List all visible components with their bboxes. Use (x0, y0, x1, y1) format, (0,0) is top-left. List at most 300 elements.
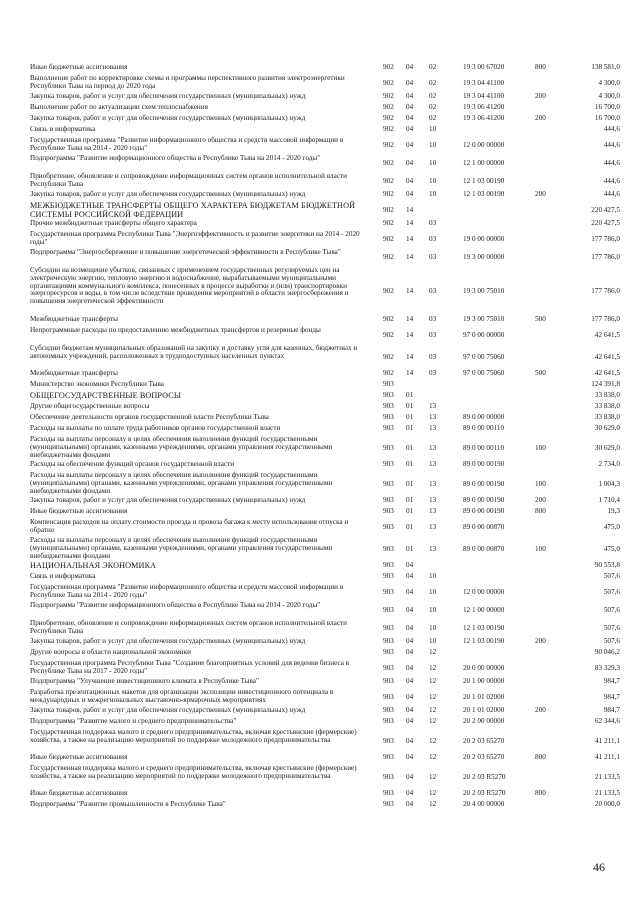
cell-min: 902 (383, 141, 394, 150)
cell-vr: 100 (535, 544, 546, 553)
row-description: Разработка презентационных макетов для организации экспозиции инвестиционного потенциала в международных и межрегиональных выставочно-ярмарочных мероприятиях (30, 688, 334, 704)
cell-vr: 800 (535, 753, 546, 761)
cell-pr: 03 (429, 331, 437, 340)
cell-pr: 10 (429, 125, 437, 133)
row-description: Субсидии на возмещение убытков, связанных с применением государственных регулируемых цен на электрическую энергию, тепловую энергию и водоснабжение, вырабатываемыми муниципальными организациями коммунального комплекса, понесенных в процессе выработки и (или) транспортировки энергоресурсов и воды, в том числе вследствие проведения мероприятий в области энергосбережения и повышения энергетической эффективности (30, 266, 349, 306)
cell-min: 903 (383, 664, 394, 673)
row-description: Связь и информатика (30, 572, 96, 580)
row-description: Государственная программа Республики Тыва "Создание благоприятных условий для ведения бизнеса в Республике Тыва на 2017 - 2020 годы" (30, 659, 350, 675)
cell-rz: 04 (406, 79, 414, 88)
cell-rz: 01 (406, 479, 414, 488)
row-description: Иные бюджетные ассигнования (30, 753, 128, 761)
cell-rz: 04 (406, 561, 414, 569)
cell-csr: 19 3 06 41200 (463, 103, 505, 111)
cell-sum: 90 553,8 (594, 561, 620, 569)
cell-min: 903 (383, 424, 394, 432)
cell-pr: 02 (429, 63, 437, 71)
row-description: Расходы на выплаты по оплате труда работников органов государственной власти (30, 424, 281, 432)
row-description: Подпрограмма "Улучшение инвестиционного климата в Республике Тыва" (30, 677, 259, 685)
cell-csr: 19 3 00 75010 (463, 286, 505, 295)
cell-sum: 220 427,5 (591, 206, 620, 215)
cell-sum: 41 211,1 (595, 736, 620, 745)
cell-pr: 13 (429, 460, 437, 468)
cell-csr: 89 0 00 00190 (463, 460, 505, 468)
row-description: Государственная программа Республики Тыва "Энергоэффективность и развитие энергетики на 2014 - 2020 годы" (30, 230, 360, 246)
cell-csr: 19 3 00 75010 (463, 315, 505, 323)
cell-min: 903 (383, 624, 394, 633)
table-row (30, 137, 630, 155)
cell-pr: 02 (429, 92, 437, 100)
table-row (30, 249, 630, 267)
cell-csr: 89 0 00 00190 (463, 479, 505, 488)
cell-vr: 100 (535, 479, 546, 488)
cell-min: 902 (383, 190, 394, 198)
cell-min: 902 (383, 235, 394, 244)
cell-pr: 13 (429, 523, 437, 532)
cell-rz: 04 (406, 648, 414, 656)
table-row (30, 660, 630, 678)
table-row (30, 327, 630, 345)
cell-min: 903 (383, 717, 394, 725)
cell-rz: 01 (406, 496, 414, 504)
cell-min: 903 (383, 561, 394, 569)
cell-rz: 04 (406, 177, 414, 186)
cell-pr: 10 (429, 588, 437, 597)
cell-pr: 12 (429, 664, 437, 673)
cell-sum: 507,6 (603, 624, 620, 633)
cell-pr: 02 (429, 79, 437, 88)
row-description: Другие общегосударственные вопросы (30, 402, 150, 410)
cell-sum: 984,7 (603, 706, 620, 714)
row-description: Компенсация расходов на оплату стоимости проезда и провоза багажа к месту использования отпуска и обратно (30, 518, 349, 534)
row-description: Иные бюджетные ассигнования (30, 789, 128, 797)
cell-sum: 4 300,0 (598, 79, 620, 88)
cell-min: 902 (383, 369, 394, 377)
cell-rz: 04 (406, 789, 414, 797)
cell-rz: 04 (406, 677, 414, 685)
cell-pr: 13 (429, 402, 437, 410)
cell-pr: 03 (429, 352, 437, 361)
cell-csr: 12 1 03 00190 (463, 624, 505, 633)
table-row (30, 202, 630, 220)
cell-sum: 984,7 (603, 677, 620, 685)
cell-sum: 21 133,5 (594, 789, 620, 797)
cell-min: 902 (383, 79, 394, 88)
row-description: Закупка товаров, работ и услуг для обеспечения государственных (муниципальных) нужд (30, 114, 306, 122)
cell-rz: 04 (406, 114, 414, 122)
cell-pr: 12 (429, 736, 437, 745)
cell-vr: 100 (535, 443, 546, 452)
cell-sum: 984,7 (603, 693, 620, 702)
row-description: Связь и информатика (30, 125, 96, 133)
cell-vr: 200 (535, 637, 546, 645)
cell-pr: 13 (429, 413, 437, 421)
cell-csr: 97 0 00 75060 (463, 352, 505, 361)
cell-min: 903 (383, 693, 394, 702)
row-description: Субсидии бюджетам муниципальных образований на закупку и доставку угля для казенных, бюджетных и автономных учреждений, расположенных в труднодоступных населенных пунктах (30, 344, 358, 360)
cell-rz: 14 (406, 315, 414, 323)
cell-csr: 89 0 00 00190 (463, 496, 505, 504)
row-description: Министерство экономики Республики Тыва (30, 380, 164, 388)
cell-min: 903 (383, 443, 394, 452)
cell-sum: 33 838,0 (594, 413, 620, 421)
cell-vr: 200 (535, 706, 546, 714)
cell-min: 903 (383, 789, 394, 797)
cell-min: 902 (383, 331, 394, 340)
cell-sum: 1 710,4 (598, 496, 620, 504)
cell-pr: 03 (429, 219, 437, 227)
cell-rz: 04 (406, 717, 414, 725)
table-row (30, 155, 630, 173)
cell-sum: 33 838,0 (594, 391, 620, 399)
cell-pr: 12 (429, 753, 437, 761)
cell-rz: 01 (406, 402, 414, 410)
cell-rz: 04 (406, 753, 414, 761)
row-description: Подпрограмма "Развитие информационного общества в Республике Тыва на 2014 - 2020 годы" (30, 601, 321, 609)
cell-min: 902 (383, 315, 394, 323)
cell-csr: 20 4 00 00000 (463, 800, 505, 808)
cell-rz: 01 (406, 391, 414, 399)
cell-rz: 04 (406, 606, 414, 615)
cell-min: 903 (383, 800, 394, 808)
row-description: Расходы на выплаты персоналу в целях обеспечения выполнения функций государственными (муниципальными) органами, казенными учреждениями, органами управления государственными внебюджетными фондами (30, 471, 333, 495)
cell-rz: 04 (406, 63, 414, 71)
cell-sum: 177 786,0 (591, 235, 620, 244)
table-row (30, 173, 630, 191)
row-description: Приобретение, обновление и сопровождение информационных систем органов исполнительной власти Республики Тыва (30, 619, 348, 635)
cell-min: 903 (383, 507, 394, 515)
cell-sum: 475,0 (603, 544, 620, 553)
cell-min: 902 (383, 103, 394, 111)
cell-rz: 04 (406, 624, 414, 633)
cell-min: 903 (383, 588, 394, 597)
cell-csr: 89 0 00 00110 (463, 443, 505, 452)
cell-pr: 03 (429, 235, 437, 244)
row-description: Выполнение работ по корректировке схемы и программы перспективного развития электроэнергетики Республики Тыва на период до 2020 года (30, 74, 345, 90)
cell-min: 903 (383, 496, 394, 504)
cell-sum: 507,6 (603, 606, 620, 615)
table-row (30, 436, 630, 461)
cell-pr: 10 (429, 190, 437, 198)
cell-sum: 2 734,0 (598, 460, 620, 468)
cell-rz: 01 (406, 544, 414, 553)
cell-csr: 20 0 00 00000 (463, 664, 505, 673)
cell-min: 902 (383, 253, 394, 262)
table-row (30, 602, 630, 620)
cell-min: 902 (383, 159, 394, 168)
cell-csr: 19 3 00 67020 (463, 63, 505, 71)
cell-rz: 14 (406, 369, 414, 377)
cell-min: 902 (383, 219, 394, 227)
cell-rz: 14 (406, 219, 414, 227)
cell-min: 903 (383, 523, 394, 532)
row-description: Закупка товаров, работ и услуг для обеспечения государственных (муниципальных) нужд (30, 190, 306, 198)
cell-sum: 41 211,1 (595, 753, 620, 761)
cell-sum: 507,6 (603, 637, 620, 645)
row-description: Расходы на обеспечение функций органов государственной власти (30, 460, 235, 468)
row-description: Выполнение работ по актуализации схем теплоснабжения (30, 103, 208, 111)
cell-min: 903 (383, 544, 394, 553)
cell-sum: 30 629,0 (594, 424, 620, 432)
cell-rz: 04 (406, 772, 414, 781)
cell-csr: 12 0 00 00000 (463, 588, 505, 597)
cell-sum: 138 581,0 (591, 63, 620, 71)
cell-sum: 30 629,0 (594, 443, 620, 452)
row-description: МЕЖБЮДЖЕТНЫЕ ТРАНСФЕРТЫ ОБЩЕГО ХАРАКТЕРА БЮДЖЕТАМ БЮДЖЕТНОЙ СИСТЕМЫ РОССИЙСКОЙ ФЕДЕРАЦИИ (30, 201, 356, 219)
row-description: Государственная программа "Развитие информационного общества и средств массовой информации в Республике Тыва на 2014 - 2020 годы" (30, 583, 344, 599)
cell-min: 902 (383, 92, 394, 100)
cell-pr: 10 (429, 141, 437, 150)
cell-rz: 14 (406, 253, 414, 262)
cell-min: 903 (383, 460, 394, 468)
cell-csr: 12 1 03 00190 (463, 177, 505, 186)
cell-vr: 800 (535, 63, 546, 71)
row-description: Непрограммные расходы по предоставлению межбюджетных трансфертов и резервные фонды (30, 326, 321, 334)
cell-csr: 97 0 00 75060 (463, 369, 505, 377)
cell-min: 903 (383, 380, 394, 388)
cell-sum: 42 641,5 (594, 331, 620, 340)
cell-rz: 04 (406, 159, 414, 168)
cell-rz: 04 (406, 736, 414, 745)
table-row (30, 231, 630, 249)
cell-pr: 13 (429, 443, 437, 452)
cell-pr: 10 (429, 159, 437, 168)
cell-min: 903 (383, 677, 394, 685)
cell-min: 902 (383, 63, 394, 71)
table-row (30, 801, 630, 812)
cell-pr: 02 (429, 114, 437, 122)
cell-min: 903 (383, 706, 394, 714)
cell-rz: 04 (406, 103, 414, 111)
cell-rz: 04 (406, 664, 414, 673)
cell-csr: 20 2 03 65270 (463, 753, 505, 761)
row-description: Межбюджетные трансферты (30, 369, 118, 377)
cell-rz: 04 (406, 693, 414, 702)
cell-sum: 444,6 (603, 159, 620, 168)
cell-sum: 90 046,2 (594, 648, 620, 656)
cell-sum: 444,6 (603, 141, 620, 150)
cell-pr: 03 (429, 286, 437, 295)
cell-rz: 01 (406, 424, 414, 432)
cell-rz: 14 (406, 352, 414, 361)
table-row (30, 689, 630, 707)
cell-csr: 20 1 01 02000 (463, 706, 505, 714)
cell-csr: 97 0 00 00000 (463, 331, 505, 340)
cell-csr: 20 1 01 02000 (463, 693, 505, 702)
cell-csr: 89 0 00 00870 (463, 523, 505, 532)
table-row (30, 584, 630, 602)
cell-pr: 13 (429, 544, 437, 553)
cell-min: 903 (383, 736, 394, 745)
cell-pr: 12 (429, 648, 437, 656)
cell-rz: 14 (406, 206, 414, 215)
cell-sum: 220 427,5 (591, 219, 620, 227)
row-description: Обеспечение деятельности органов государственной власти Республики Тыва (30, 413, 269, 421)
cell-sum: 444,6 (603, 177, 620, 186)
cell-pr: 13 (429, 479, 437, 488)
row-description: Государственная поддержка малого и среднего предпринимательства, включая крестьянские (фермерские) хозяйства, а также на реализацию мероприятий по поддержке молодежного предпринимательства (30, 728, 357, 744)
row-description: Государственная программа "Развитие информационного общества и средств массовой информации в Республике Тыва на 2014 - 2020 годы" (30, 136, 344, 152)
cell-csr: 89 0 00 00870 (463, 544, 505, 553)
table-row (30, 765, 630, 790)
row-description: Государственная поддержка малого и среднего предпринимательства, включая крестьянские (фермерские) хозяйства, а также на реализацию мероприятий по поддержке молодежного предпринимательства (30, 764, 357, 780)
cell-sum: 42 641,5 (594, 352, 620, 361)
cell-csr: 20 1 00 00000 (463, 677, 505, 685)
cell-rz: 01 (406, 523, 414, 532)
cell-sum: 33 838,0 (594, 402, 620, 410)
cell-csr: 89 0 00 00190 (463, 507, 505, 515)
cell-sum: 177 786,0 (591, 315, 620, 323)
cell-sum: 475,0 (603, 523, 620, 532)
cell-pr: 12 (429, 800, 437, 808)
cell-sum: 83 329,3 (594, 664, 620, 673)
cell-min: 903 (383, 479, 394, 488)
cell-pr: 02 (429, 103, 437, 111)
cell-sum: 507,6 (603, 588, 620, 597)
budget-table (30, 64, 630, 812)
cell-pr: 12 (429, 677, 437, 685)
cell-min: 903 (383, 413, 394, 421)
cell-sum: 177 786,0 (591, 253, 620, 262)
row-description: Подпрограмма "Развитие информационного общества в Республике Тыва на 2014 - 2020 годы" (30, 154, 321, 162)
cell-pr: 10 (429, 572, 437, 580)
cell-sum: 4 300,0 (598, 92, 620, 100)
table-row (30, 267, 630, 316)
cell-min: 902 (383, 206, 394, 215)
cell-sum: 16 700,0 (594, 114, 620, 122)
cell-csr: 20 2 03 R5270 (463, 789, 506, 797)
cell-pr: 12 (429, 717, 437, 725)
cell-rz: 04 (406, 92, 414, 100)
cell-min: 902 (383, 286, 394, 295)
cell-vr: 200 (535, 496, 546, 504)
row-description: Закупка товаров, работ и услуг для обеспечения государственных (муниципальных) нужд (30, 706, 306, 714)
row-description: Иные бюджетные ассигнования (30, 63, 128, 71)
table-row (30, 562, 630, 573)
cell-sum: 177 786,0 (591, 286, 620, 295)
cell-csr: 89 0 00 00000 (463, 413, 505, 421)
cell-sum: 444,6 (603, 190, 620, 198)
cell-sum: 62 344,6 (594, 717, 620, 725)
cell-csr: 19 3 00 00000 (463, 253, 505, 262)
cell-pr: 12 (429, 789, 437, 797)
cell-csr: 20 2 03 65270 (463, 736, 505, 745)
cell-csr: 12 1 00 00000 (463, 159, 505, 168)
cell-pr: 03 (429, 369, 437, 377)
cell-csr: 19 3 04 41100 (463, 92, 505, 100)
row-description: Прочие межбюджетные трансферты общего характера (30, 219, 197, 227)
cell-csr: 20 2 00 00000 (463, 717, 505, 725)
cell-csr: 12 1 00 00000 (463, 606, 505, 615)
row-description: Межбюджетные трансферты (30, 315, 118, 323)
table-row (30, 115, 630, 126)
cell-pr: 12 (429, 693, 437, 702)
cell-rz: 01 (406, 413, 414, 421)
cell-rz: 14 (406, 286, 414, 295)
cell-sum: 42 641,5 (594, 369, 620, 377)
cell-sum: 507,6 (603, 572, 620, 580)
row-description: ОБЩЕГОСУДАРСТВЕННЫЕ ВОПРОСЫ (30, 391, 182, 400)
cell-vr: 200 (535, 92, 546, 100)
table-row (30, 620, 630, 638)
cell-rz: 04 (406, 141, 414, 150)
cell-pr: 13 (429, 496, 437, 504)
cell-pr: 13 (429, 507, 437, 515)
cell-min: 902 (383, 352, 394, 361)
cell-pr: 03 (429, 253, 437, 262)
cell-vr: 500 (535, 315, 546, 323)
row-description: Закупка товаров, работ и услуг для обеспечения государственных (муниципальных) нужд (30, 496, 306, 504)
page-number: 46 (593, 860, 605, 874)
table-row (30, 75, 630, 93)
cell-vr: 200 (535, 114, 546, 122)
row-description: Иные бюджетные ассигнования (30, 507, 128, 515)
cell-csr: 19 3 06 41200 (463, 114, 505, 122)
cell-sum: 16 700,0 (594, 103, 620, 111)
row-description: Подпрограмма "Энергосбережение и повышение энергетической эффективности в Республике Тыва" (30, 248, 341, 256)
cell-rz: 14 (406, 331, 414, 340)
cell-rz: 04 (406, 800, 414, 808)
cell-rz: 04 (406, 637, 414, 645)
cell-rz: 04 (406, 190, 414, 198)
table-row (30, 345, 630, 370)
cell-pr: 12 (429, 706, 437, 714)
cell-csr: 12 0 00 00000 (463, 141, 505, 150)
row-description: Расходы на выплаты персоналу в целях обеспечения выполнения функций государственными (муниципальными) органами, казенными учреждениями, органами управления государственными внебюджетными фондами (30, 536, 333, 560)
cell-pr: 03 (429, 315, 437, 323)
cell-min: 903 (383, 391, 394, 399)
row-description: Приобретение, обновление и сопровождение информационных систем органов исполнительной власти Республики Тыва (30, 172, 348, 188)
cell-min: 903 (383, 648, 394, 656)
row-description: Подпрограмма "Развитие малого и среднего предпринимательства" (30, 717, 237, 725)
cell-pr: 10 (429, 637, 437, 645)
cell-rz: 04 (406, 572, 414, 580)
table-row (30, 537, 630, 562)
cell-rz: 04 (406, 588, 414, 597)
cell-min: 902 (383, 114, 394, 122)
cell-min: 903 (383, 637, 394, 645)
cell-pr: 10 (429, 624, 437, 633)
cell-csr: 89 0 00 00110 (463, 424, 505, 432)
cell-min: 903 (383, 572, 394, 580)
cell-csr: 19 0 00 00000 (463, 235, 505, 244)
cell-sum: 21 133,5 (594, 772, 620, 781)
cell-vr: 800 (535, 789, 546, 797)
cell-sum: 19,3 (607, 507, 620, 515)
cell-csr: 12 1 03 00190 (463, 637, 505, 645)
cell-min: 902 (383, 125, 394, 133)
cell-rz: 04 (406, 125, 414, 133)
cell-rz: 01 (406, 460, 414, 468)
cell-vr: 800 (535, 507, 546, 515)
cell-min: 902 (383, 177, 394, 186)
cell-pr: 10 (429, 606, 437, 615)
cell-rz: 01 (406, 443, 414, 452)
cell-rz: 14 (406, 235, 414, 244)
table-row (30, 519, 630, 537)
row-description: Закупка товаров, работ и услуг для обеспечения государственных (муниципальных) нужд (30, 637, 306, 645)
cell-min: 903 (383, 402, 394, 410)
cell-rz: 04 (406, 706, 414, 714)
cell-min: 903 (383, 606, 394, 615)
row-description: Закупка товаров, работ и услуг для обеспечения государственных (муниципальных) нужд (30, 92, 306, 100)
cell-sum: 124 391,8 (591, 380, 620, 388)
cell-sum: 20 000,0 (594, 800, 620, 808)
cell-min: 903 (383, 753, 394, 761)
table-row (30, 729, 630, 754)
table-row (30, 472, 630, 497)
cell-csr: 12 1 03 00190 (463, 190, 505, 198)
